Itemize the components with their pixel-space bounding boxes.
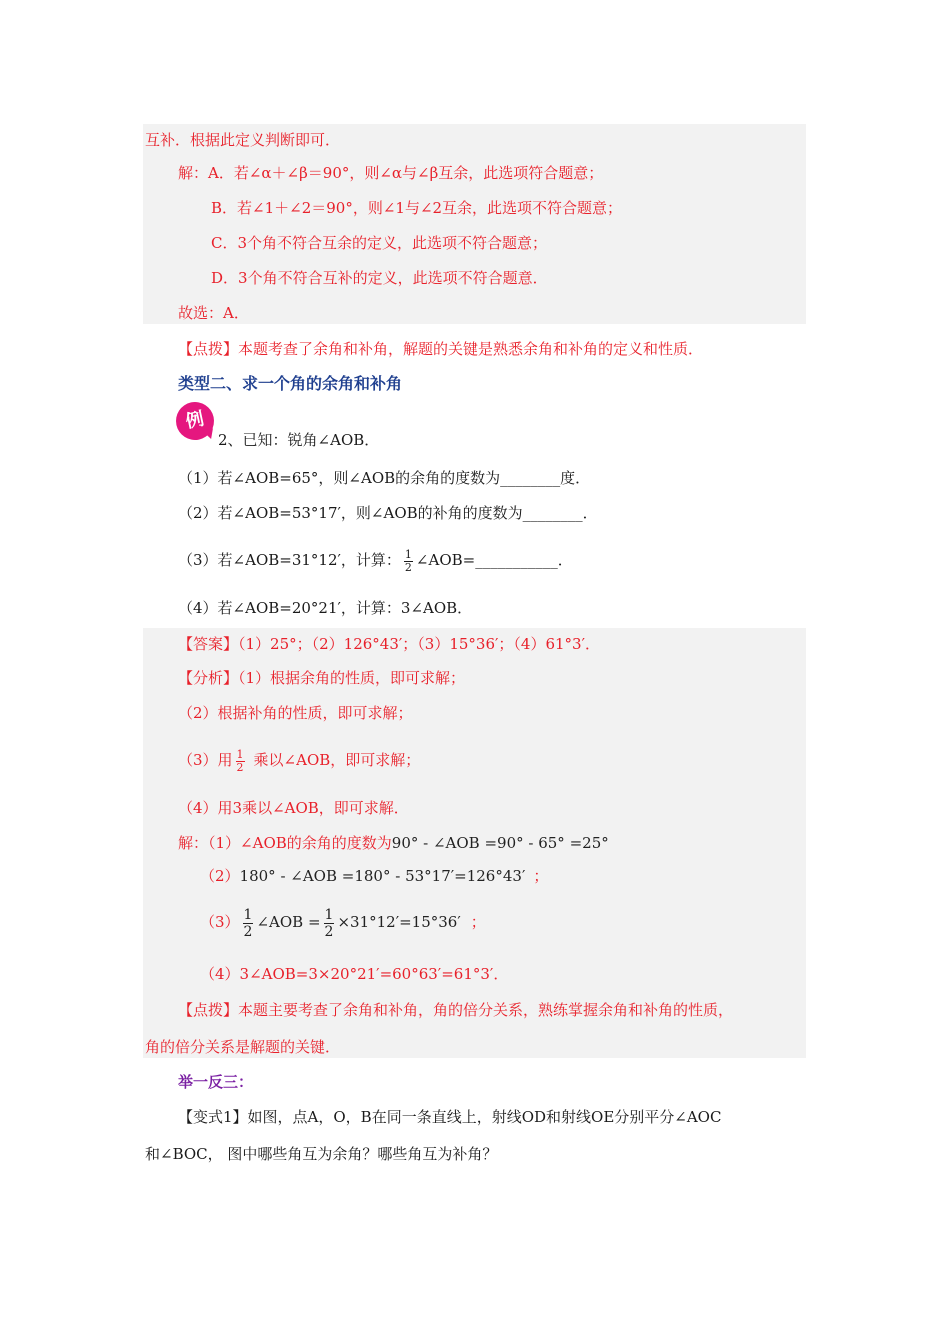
answer2-tip-line2: 角的倍分关系是解题的关键． <box>145 1038 341 1056</box>
q3-frac-den: 2 <box>404 560 412 574</box>
sol3-frac2-den: 2 <box>324 923 334 940</box>
solution1-line0: 互补．根据此定义判断即可． <box>145 131 341 149</box>
sol2-expression: 180° - ∠AOB =180° - 53°17′=126°43′ <box>239 867 526 885</box>
q3-fraction <box>404 549 413 574</box>
solution-block-1 <box>143 124 806 324</box>
answer2-answer: 【答案】（1）25°；（2）126°43′；（3）15°36′；（4）61°3′． <box>178 635 601 653</box>
sol3-end: ×31°12′=15°36′ <box>337 913 461 931</box>
analysis3-fraction <box>236 749 245 774</box>
example2-q1: （1）若∠AOB=65°，则∠AOB的余角的度数为________度． <box>178 469 591 487</box>
sol3-frac2-num: 1 <box>324 906 334 923</box>
tip1: 【点拨】本题考查了余角和补角，解题的关键是熟悉余角和补角的定义和性质． <box>178 340 704 358</box>
sol3-fraction-1 <box>243 907 254 940</box>
sol2-end: ； <box>533 867 549 885</box>
example2-q4: （4）若∠AOB=20°21′，计算：3∠AOB． <box>178 599 473 617</box>
answer2-analysis1: 【分析】（1）根据余角的性质，即可求解； <box>178 669 466 687</box>
answer2-analysis3 <box>178 740 420 780</box>
example-badge: 例 <box>172 398 217 443</box>
practice-title: 举一反三： <box>178 1073 254 1091</box>
example2-q3 <box>178 540 573 580</box>
answer2-sol1 <box>178 833 609 853</box>
answer2-sol2 <box>200 866 548 886</box>
sol1-expression: 90° - ∠AOB =90° - 65° =25° <box>391 834 609 852</box>
example2-stem: 2、已知：锐角∠AOB． <box>218 431 380 449</box>
answer2-sol4: （4）3∠AOB=3×20°21′=60°63′=61°3′． <box>200 965 509 983</box>
solution1-line4: D．3个角不符合互补的定义，此选项不符合题意． <box>211 269 548 287</box>
q3-prefix: （3）若∠AOB=31°12′，计算： <box>178 551 401 569</box>
solution1-line1: 解：A．若∠α＋∠β＝90°，则∠α与∠β互余，此选项符合题意； <box>178 164 604 182</box>
sol3-frac1-den: 2 <box>243 923 253 940</box>
analysis3-suffix: 乘以∠AOB，即可求解； <box>253 751 421 769</box>
solution1-line3: C．3个角不符合互余的定义，此选项不符合题意； <box>211 234 548 252</box>
analysis3-prefix: （3）用 <box>178 751 233 769</box>
answer2-sol3 <box>200 900 486 944</box>
answer2-analysis2: （2）根据补角的性质，即可求解； <box>178 704 413 722</box>
solution1-line5: 故选：A． <box>178 304 249 322</box>
sol3-fraction-2 <box>324 907 335 940</box>
sol3-prefix: （3） <box>200 913 240 931</box>
variant1-line1: 【变式1】如图，点A，O，B在同一条直线上，射线OD和射线OE分别平分∠AOC <box>178 1108 722 1126</box>
variant1-line2: 和∠BOC， 图中哪些角互为余角？哪些角互为补角？ <box>145 1145 498 1163</box>
sol3-semicolon: ； <box>470 913 486 931</box>
q3-frac-num: 1 <box>404 547 412 561</box>
solution1-line2: B．若∠1＋∠2＝90°，则∠1与∠2互余，此选项不符合题意； <box>211 199 623 217</box>
sol3-middle: ∠AOB = <box>256 913 321 931</box>
answer2-tip-line1: 【点拨】本题主要考查了余角和补角，角的倍分关系，熟练掌握余角和补角的性质， <box>178 1001 734 1019</box>
analysis3-frac-den: 2 <box>236 760 244 774</box>
q3-suffix: ∠AOB=___________． <box>415 551 573 569</box>
answer2-analysis4: （4）用3乘以∠AOB，即可求解． <box>178 799 409 817</box>
sol2-prefix: （2） <box>200 867 240 885</box>
example2-q2: （2）若∠AOB=53°17′，则∠AOB的补角的度数为________． <box>178 504 598 522</box>
sol1-prefix: 解：（1）∠AOB的余角的度数为 <box>178 834 392 852</box>
sol3-frac1-num: 1 <box>243 906 253 923</box>
section2-title: 类型二、求一个角的余角和补角 <box>178 374 403 393</box>
analysis3-frac-num: 1 <box>236 747 244 761</box>
